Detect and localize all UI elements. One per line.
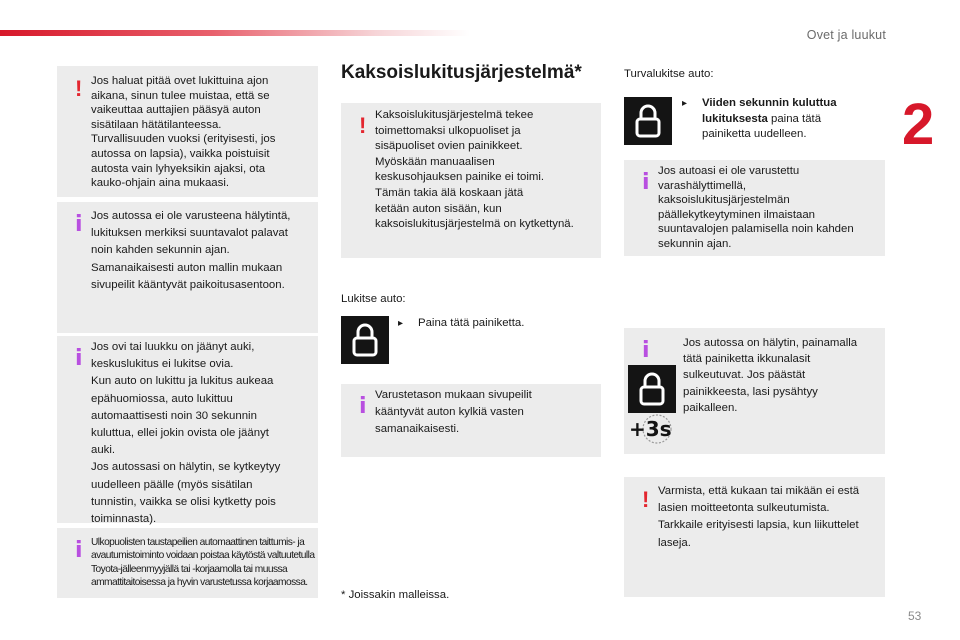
- info-icon: i: [75, 346, 83, 371]
- page-number: 53: [908, 609, 922, 623]
- warning-text: Jos haluat pitää ovet lukittuina ajon aikana, sinun tulee muistaa, että se vaikeuttaa auttajien pääsyä auton sisätilaan hätätilanteessa. Turvallisuuden vuoksi (erityisesti, jos autossa on lapsia), vaikka poistuisit autosta vain lyhyeksikin ajaksi, ota kauko-ohjain aina mukaasi.: [91, 75, 276, 190]
- info-text: Ulkopuolisten taustapeilien automaattinen taittumis- ja avautumistoiminto voidaan poistaa käytöstä valtuutetulla Toyota-jälleenmyyjällä tai -korjaamolla tai muussa ammattitaitoisessa ja hyvin varustetussa korjaamossa.: [91, 537, 315, 589]
- info-icon: i: [75, 212, 83, 237]
- warning-text: Varmista, että kukaan tai mikään ei estä lasien moitteetonta sulkeutumista. Tarkkaile erityisesti lapsia, kun liikuttelet laseja.: [658, 485, 860, 549]
- footnote: * Joissakin malleissa.: [341, 589, 450, 601]
- bullet-arrow: ▸: [398, 318, 404, 329]
- bullet-arrow: ▸: [682, 98, 688, 109]
- warning-box-window-closing: [624, 477, 885, 597]
- chapter-number: 2: [902, 92, 935, 157]
- warning-icon: !: [642, 487, 650, 512]
- info-icon: i: [359, 394, 367, 419]
- info-text: Varustetason mukaan sivupeilit kääntyvät auton kylkiä vasten samanaikaisesti.: [375, 389, 532, 436]
- info-icon: i: [75, 538, 83, 563]
- info-text: Jos autossa on hälytin, painamalla tätä painiketta ikkunalasit sulkeutuvat. Jos päästät painikkeesta, lasi pysähtyy paikalleen.: [683, 337, 858, 414]
- warning-text: Kaksoislukitusjärjestelmä tekee toimettomaksi ulkopuoliset ja sisäpuoliset ovien painikkeet. Myöskään manuaalisen keskusohjauksen painike ei toimi. Tämän takia älä koskaan jätä ketään auton sisään, kun kaksoislukitusjärjestelmä on kytkettynä.: [375, 109, 574, 231]
- deadlock-instruction-text: [702, 96, 882, 143]
- info-box-side-mirrors: [341, 384, 601, 457]
- info-box-mirror-folding: [57, 528, 318, 598]
- deadlock-instruction-bold: Viiden sekunnin kuluttua lukituksesta: [702, 97, 837, 125]
- section-title: Ovet ja luukut: [806, 28, 886, 42]
- info-text: Jos ovi tai luukku on jäänyt auki, keskuslukitus ei lukitse ovia. Kun auto on lukittu ja lukitus aukeaa epähuomiossa, auto lukittuu automaattisesti noin 30 sekunnin kuluttua, ellei jokin ovista ole jäänyt auki. Jos autossasi on hälytin, se kytkeytyy uudelleen päälle (myös sisätilan tunnistin, vaikka se olisi kytketty pois toiminnasta).: [91, 341, 281, 526]
- info-text: Jos autoasi ei ole varustettu varashälyttimellä, kaksoislukitusjärjestelmän päällekytkeytyminen ilmaistaan suuntavalojen palamisella noin kahden sekunnin ajan.: [658, 165, 854, 250]
- lock-button-icon: [624, 97, 672, 145]
- header-accent-bar: [0, 30, 470, 36]
- lock-button-icon: [628, 365, 676, 413]
- deadlock-instruction-rest: paina tätä painiketta uudelleen.: [702, 112, 822, 140]
- lock-instruction-text: Paina tätä painiketta.: [418, 317, 525, 329]
- info-box-no-alarm: [57, 202, 318, 333]
- info-box-alarm-windows: [624, 328, 885, 454]
- page-heading: Kaksoislukitusjärjestelmä*: [341, 62, 582, 83]
- warning-icon: !: [75, 76, 83, 101]
- lock-button-icon: [341, 316, 389, 364]
- info-box-no-alarm-deadlock: [624, 160, 885, 256]
- info-icon: i: [642, 338, 650, 363]
- info-box-door-open: [57, 336, 318, 526]
- warning-box-double-lock: [341, 103, 601, 258]
- info-icon: i: [642, 170, 650, 195]
- lock-car-label: Lukitse auto:: [341, 293, 406, 305]
- warning-box-keep-doors-locked: [57, 66, 318, 197]
- deadlock-label: Turvalukitse auto:: [624, 68, 714, 80]
- info-text: Jos autossa ei ole varusteena hälytintä, lukituksen merkiksi suuntavalot palavat noin kahden sekunnin ajan. Samanaikaisesti auton mallin mukaan sivupeilit kääntyvät paikoitusasentoon.: [91, 210, 291, 291]
- plus-3-seconds-label: +3s: [629, 417, 672, 441]
- warning-icon: !: [359, 113, 367, 138]
- plus-3-seconds-icon: [628, 410, 674, 448]
